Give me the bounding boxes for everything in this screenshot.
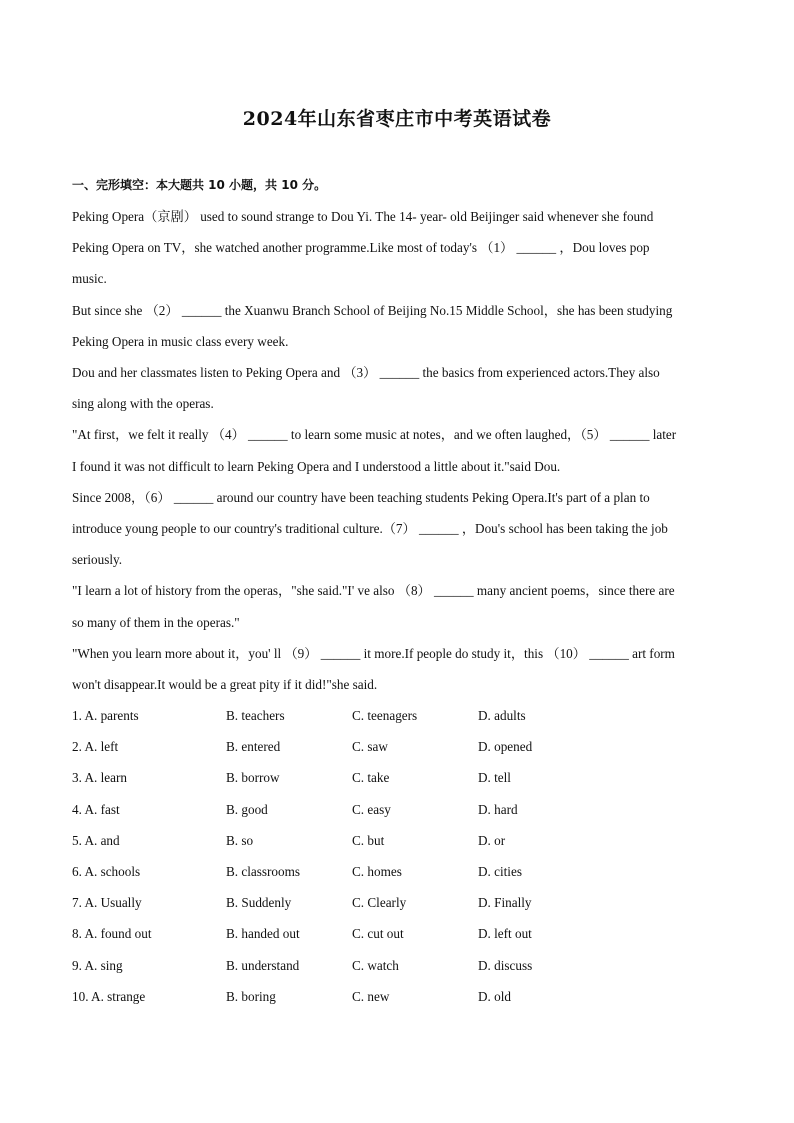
page-title: 2024年山东省枣庄市中考英语试卷 (242, 108, 552, 130)
passage-line: introduce young people to our country's traditional culture.（7） ______ ，Dou's school has been taking the job (72, 521, 668, 537)
option-b: B. boring (226, 988, 276, 1004)
option-a: 9. A. sing (72, 957, 123, 973)
option-b: B. so (226, 832, 254, 848)
question-row (72, 887, 722, 918)
passage-line: won't disappear.It would be a great pity if it did!"she said. (72, 677, 378, 693)
option-d: D. or (478, 832, 506, 848)
answer-options (72, 700, 722, 1012)
passage-line: "When you learn more about it，you' ll （9） ______ it more.If people do study it，this （10） ______ art form (72, 645, 675, 661)
option-b: B. handed out (226, 926, 300, 942)
passage-line: music. (72, 271, 107, 287)
passage-line: "I learn a lot of history from the operas，"she said."I' ve also （8） ______ many ancient poems，since there are (72, 583, 675, 599)
passage-line: seriously. (72, 552, 123, 568)
passage-line: But since she （2） ______ the Xuanwu Branch School of Beijing No.15 Middle School，she has been studying (72, 302, 673, 318)
passage-line: I found it was not difficult to learn Peking Opera and I understood a little about it."said Dou. (72, 458, 561, 474)
option-a: 2. A. left (72, 739, 119, 755)
option-d: D. left out (478, 926, 532, 942)
question-row (72, 981, 722, 1012)
option-d: D. hard (478, 801, 518, 817)
question-row (72, 950, 722, 981)
question-row (72, 825, 722, 856)
option-a: 8. A. found out (72, 926, 152, 942)
section-heading: 一、完形填空：本大题共 10 小题，共 10 分。 (72, 178, 327, 192)
option-d: D. old (478, 988, 511, 1004)
passage-line: so many of them in the operas." (72, 614, 240, 630)
option-b: B. teachers (226, 708, 285, 723)
option-b: B. Suddenly (226, 895, 292, 911)
option-c: C. but (352, 832, 385, 848)
option-c: C. watch (352, 957, 399, 973)
option-d: D. adults (478, 708, 526, 723)
option-b: B. good (226, 801, 268, 817)
option-c: C. teenagers (352, 708, 418, 723)
option-a: 5. A. and (72, 832, 120, 848)
passage-line: "At first，we felt it really （4） ______ to learn some music at notes，and we often laughed，（5） ______ later (72, 427, 677, 443)
passage-line: Dou and her classmates listen to Peking Opera and （3） ______ the basics from experienced actors.They also (72, 365, 660, 381)
option-d: D. cities (478, 863, 522, 879)
option-c: C. take (352, 770, 390, 786)
option-c: C. new (352, 988, 390, 1004)
option-a: 10. A. strange (72, 988, 146, 1004)
option-a: 4. A. fast (72, 801, 120, 817)
passage (72, 201, 722, 700)
passage-line: Peking Opera on TV，she watched another programme.Like most of today's （1） ______ ，Dou loves pop (72, 240, 650, 256)
option-c: C. saw (352, 739, 388, 755)
option-d: D. opened (478, 739, 533, 755)
question-row (72, 700, 722, 731)
question-row (72, 794, 722, 825)
option-b: B. understand (226, 957, 300, 973)
option-a: 1. A. parents (72, 708, 139, 723)
option-b: B. entered (226, 739, 281, 755)
option-d: D. Finally (478, 895, 532, 911)
passage-line: Peking Opera（京剧） used to sound strange to Dou Yi. The 14- year- old Beijinger said whenever she found (72, 209, 654, 224)
question-row (72, 918, 722, 949)
option-c: C. cut out (352, 926, 404, 942)
passage-line: Peking Opera in music class every week. (72, 333, 289, 349)
option-d: D. discuss (478, 957, 533, 973)
option-c: C. easy (352, 801, 391, 817)
option-a: 3. A. learn (72, 770, 127, 786)
option-a: 6. A. schools (72, 863, 141, 879)
option-c: C. homes (352, 863, 402, 879)
question-row (72, 856, 722, 887)
option-d: D. tell (478, 770, 511, 786)
question-row (72, 731, 722, 762)
option-a: 7. A. Usually (72, 895, 142, 911)
question-row (72, 762, 722, 793)
passage-line: sing along with the operas. (72, 396, 214, 412)
passage-line: Since 2008，（6） ______ around our country have been teaching students Peking Opera.It's part of a plan to (72, 489, 650, 505)
option-b: B. borrow (226, 770, 280, 786)
option-c: C. Clearly (352, 895, 407, 911)
option-b: B. classrooms (226, 863, 300, 879)
